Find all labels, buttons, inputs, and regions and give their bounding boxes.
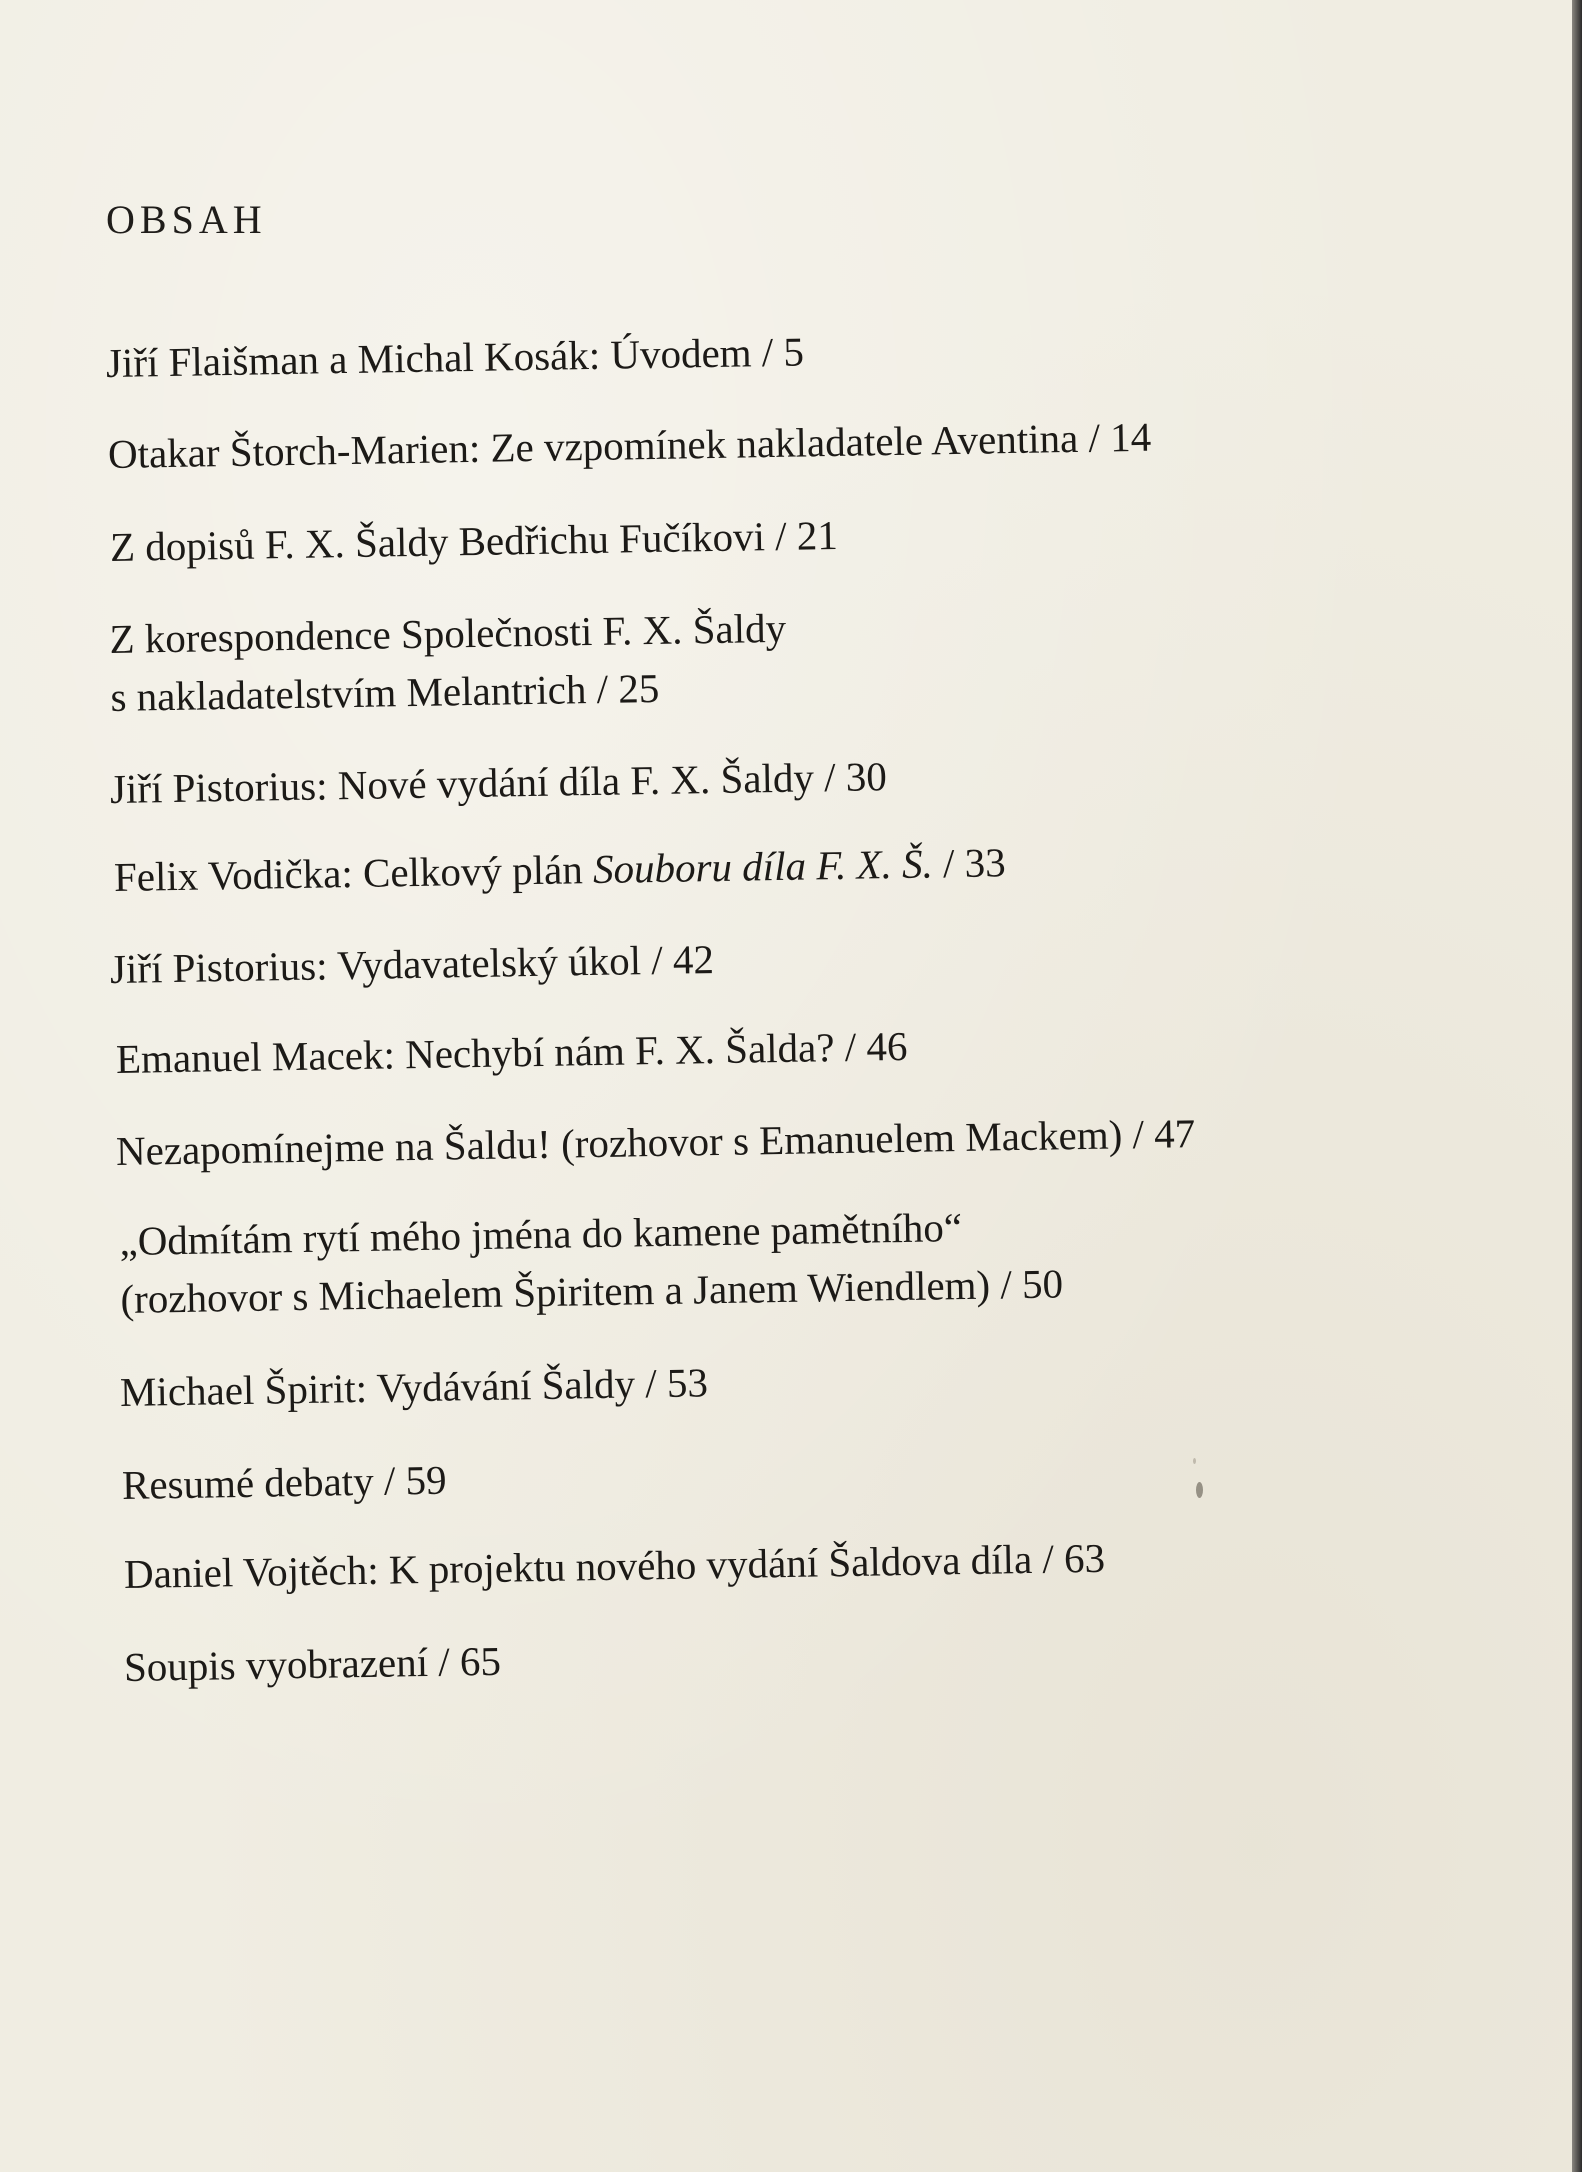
toc-entry-multiline [119, 1196, 1063, 1328]
paper-blemish [1196, 1482, 1203, 1498]
toc-entry: Resumé debaty / 59 [121, 1456, 447, 1508]
page-edge-shadow [1572, 0, 1582, 2172]
toc-entry: Nezapomínejme na Šaldu! (rozhovor s Emanuelem Mackem) / 47 [115, 1110, 1196, 1174]
toc-entry-text: Felix Vodička: Celkový plán [113, 846, 594, 900]
paper-blemish [1193, 1458, 1196, 1464]
toc-entry: Jiří Pistorius: Vydavatelský úkol / 42 [109, 935, 715, 992]
toc-entry-multiline [109, 599, 787, 726]
toc-entry: Jiří Pistorius: Nové vydání díla F. X. Šaldy / 30 [109, 753, 888, 812]
toc-entry-line: Z korespondence Společnosti F. X. Šaldy [109, 604, 787, 663]
toc-entry-line: „Odmítám rytí mého jména do kamene pamětního“ [119, 1204, 963, 1265]
toc-entry-italic-title: Souboru díla F. X. Š. [592, 840, 934, 893]
toc-entry: Daniel Vojtěch: K projektu nového vydání Šaldova díla / 63 [123, 1534, 1106, 1597]
toc-entry: Jiří Flaišman a Michal Kosák: Úvodem / 5 [105, 328, 805, 386]
toc-entry: Michael Špirit: Vydávání Šaldy / 53 [119, 1359, 709, 1415]
toc-entry: Otakar Štorch-Marien: Ze vzpomínek nakladatele Aventina / 14 [107, 413, 1152, 477]
toc-entry: Soupis vyobrazení / 65 [123, 1637, 502, 1690]
toc-entry-line: (rozhovor s Michaelem Špiritem a Janem Wiendlem) / 50 [120, 1260, 1064, 1322]
toc-entry-line: s nakladatelstvím Melantrich / 25 [110, 664, 660, 720]
toc-entry [114, 833, 1007, 906]
toc-entry: Z dopisů F. X. Šaldy Bedřichu Fučíkovi / 21 [109, 511, 839, 570]
page-title: OBSAH [106, 197, 267, 242]
toc-entry-page: / 33 [932, 839, 1007, 887]
toc-entry: Emanuel Macek: Nechybí nám F. X. Šalda? / 46 [115, 1022, 908, 1082]
